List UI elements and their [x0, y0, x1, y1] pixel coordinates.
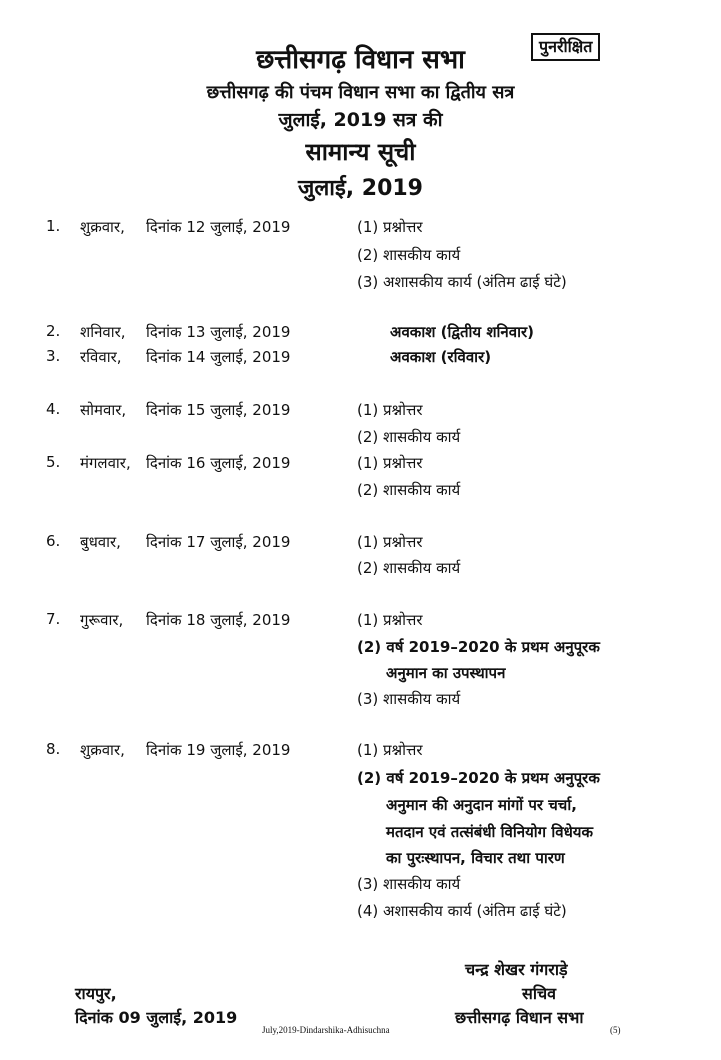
entry-item-continuation: अनुमान की अनुदान मांगों पर चर्चा,: [386, 796, 577, 814]
entry-day: मंगलवार,: [80, 454, 131, 472]
entry-item: (3) अशासकीय कार्य (अंतिम ढाई घंटे): [357, 273, 567, 291]
entry-item: (1) प्रश्नोत्तर: [357, 611, 423, 629]
entry-day: गुरूवार,: [80, 611, 124, 629]
entry-date: दिनांक 18 जुलाई, 2019: [146, 611, 291, 629]
entry-item-continuation: अनुमान का उपस्थापन: [386, 664, 506, 682]
entry-item: (1) प्रश्नोत्तर: [357, 533, 423, 551]
entry-number: 5.: [46, 453, 61, 471]
entry-item: (2) शासकीय कार्य: [357, 481, 461, 499]
entry-item: (2) शासकीय कार्य: [357, 428, 461, 446]
entry-day: शुक्रवार,: [80, 218, 125, 236]
signatory-name: चन्द्र शेखर गंगराड़े: [465, 960, 568, 979]
entry-item-continuation: का पुरःस्थापन, विचार तथा पारण: [386, 849, 565, 867]
session-line: जुलाई, 2019 सत्र की: [278, 109, 443, 131]
entry-date: दिनांक 16 जुलाई, 2019: [146, 454, 291, 472]
signatory-org: छत्तीसगढ़ विधान सभा: [455, 1008, 584, 1027]
entry-item: (2) शासकीय कार्य: [357, 559, 461, 577]
entry-number: 6.: [46, 532, 61, 550]
entry-number: 4.: [46, 400, 61, 418]
entry-item: (4) अशासकीय कार्य (अंतिम ढाई घंटे): [357, 902, 567, 920]
entry-number: 1.: [46, 217, 61, 235]
entry-date: दिनांक 15 जुलाई, 2019: [146, 401, 291, 419]
entry-date: दिनांक 17 जुलाई, 2019: [146, 533, 291, 551]
entry-date: दिनांक 13 जुलाई, 2019: [146, 323, 291, 341]
entry-holiday: अवकाश (रविवार): [390, 348, 492, 366]
entry-day: बुधवार,: [80, 533, 121, 551]
session-subtitle: छत्तीसगढ़ की पंचम विधान सभा का द्वितीय सत्र: [206, 82, 515, 103]
entry-number: 3.: [46, 347, 61, 365]
assembly-title: छत्तीसगढ़ विधान सभा: [256, 45, 465, 75]
month-heading: जुलाई, 2019: [298, 176, 423, 201]
entry-date: दिनांक 19 जुलाई, 2019: [146, 741, 291, 759]
place: रायपुर,: [75, 984, 117, 1003]
entry-number: 2.: [46, 322, 61, 340]
entry-item-continuation: मतदान एवं तत्संबंधी विनियोग विधेयक: [386, 823, 594, 841]
issue-date: दिनांक 09 जुलाई, 2019: [75, 1008, 238, 1027]
entry-day: सोमवार,: [80, 401, 127, 419]
entry-item: (3) शासकीय कार्य: [357, 875, 461, 893]
entry-day: शनिवार,: [80, 323, 126, 341]
entry-day: रविवार,: [80, 348, 122, 366]
entry-item: (2) वर्ष 2019–2020 के प्रथम अनुपूरक: [357, 638, 600, 656]
entry-item: (1) प्रश्नोत्तर: [357, 454, 423, 472]
list-title: सामान्य सूची: [305, 138, 416, 166]
entry-holiday: अवकाश (द्वितीय शनिवार): [390, 323, 534, 341]
entry-number: 7.: [46, 610, 61, 628]
entry-item: (1) प्रश्नोत्तर: [357, 218, 423, 236]
entry-date: दिनांक 14 जुलाई, 2019: [146, 348, 291, 366]
entry-number: 8.: [46, 740, 61, 758]
page-number: (5): [610, 1025, 621, 1035]
entry-item: (1) प्रश्नोत्तर: [357, 741, 423, 759]
entry-day: शुक्रवार,: [80, 741, 125, 759]
signatory-title: सचिव: [522, 984, 557, 1003]
entry-date: दिनांक 12 जुलाई, 2019: [146, 218, 291, 236]
entry-item: (1) प्रश्नोत्तर: [357, 401, 423, 419]
entry-item: (2) वर्ष 2019–2020 के प्रथम अनुपूरक: [357, 769, 600, 787]
file-reference: July,2019-Dindarshika-Adhisuchna: [262, 1025, 390, 1035]
revised-stamp: पुनरीक्षित: [531, 33, 600, 61]
entry-item: (2) शासकीय कार्य: [357, 246, 461, 264]
entry-item: (3) शासकीय कार्य: [357, 690, 461, 708]
